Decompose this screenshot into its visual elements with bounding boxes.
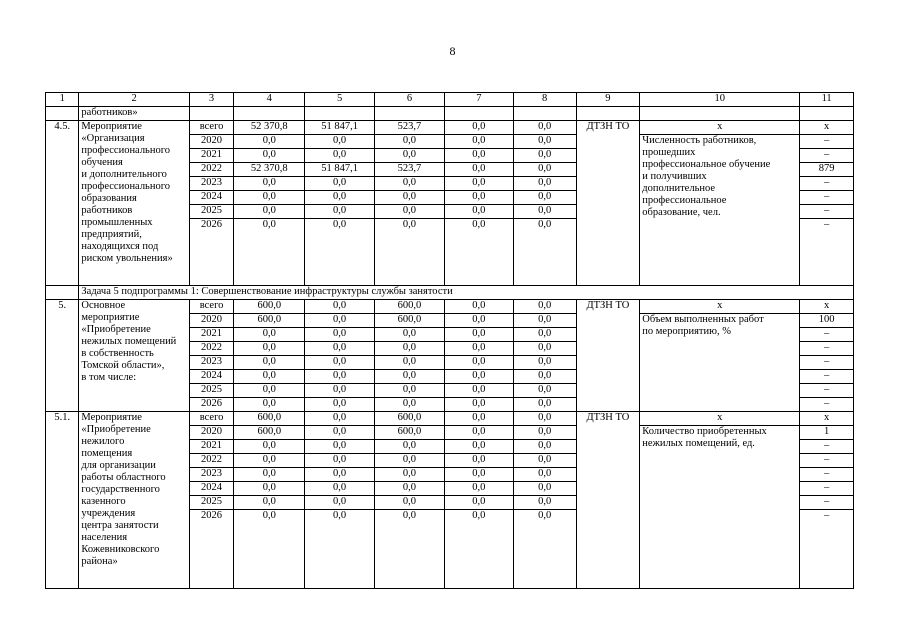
value-cell: 0,0 — [234, 149, 305, 163]
indicator-value: – — [800, 149, 854, 163]
indicator-value: 879 — [800, 163, 854, 177]
section-4-5-title-line: предприятий, — [81, 229, 142, 240]
value-cell: 0,0 — [305, 412, 375, 426]
page-number: 8 — [449, 44, 456, 58]
section-5-title — [79, 300, 189, 412]
year-cell: 2021 — [189, 328, 234, 342]
header-row — [46, 93, 854, 107]
value-cell: 0,0 — [305, 370, 375, 384]
value-cell: 0,0 — [513, 135, 576, 149]
indicator-value: – — [800, 384, 854, 398]
year-cell: 2024 — [189, 191, 234, 205]
year-cell: 2020 — [189, 426, 234, 440]
value-cell: 52 370,8 — [234, 163, 305, 177]
value-cell: 0,0 — [444, 454, 513, 468]
value-cell: 0,0 — [305, 149, 375, 163]
section-4-5-indicator-line: и получивших — [642, 171, 707, 182]
indicator-value: х — [800, 121, 854, 135]
section-4-5-title-line: профессионального — [81, 145, 171, 156]
value-cell: 0,0 — [234, 177, 305, 191]
continuation-row — [46, 107, 854, 121]
value-cell: 0,0 — [513, 191, 576, 205]
section-5-title-line: «Приобретение — [81, 324, 151, 335]
value-cell: 0,0 — [444, 205, 513, 219]
value-cell: 0,0 — [375, 135, 445, 149]
header-cell: 5 — [305, 93, 375, 107]
value-cell: 0,0 — [513, 205, 576, 219]
table-row — [46, 412, 854, 426]
section-4-5-title — [79, 121, 189, 286]
value-cell: 0,0 — [375, 191, 445, 205]
year-cell: 2024 — [189, 370, 234, 384]
year-cell: 2020 — [189, 314, 234, 328]
value-cell: 0,0 — [513, 356, 576, 370]
indicator-value: – — [800, 177, 854, 191]
value-cell: 0,0 — [375, 177, 445, 191]
value-cell: 0,0 — [444, 384, 513, 398]
indicator-value: – — [800, 482, 854, 496]
year-cell: 2026 — [189, 510, 234, 589]
section-4-5-title-line: обучения — [81, 157, 123, 168]
value-cell: 600,0 — [375, 314, 445, 328]
value-cell: 0,0 — [444, 468, 513, 482]
indicator-value: – — [800, 496, 854, 510]
value-cell: 0,0 — [513, 398, 576, 412]
value-cell: 0,0 — [234, 342, 305, 356]
value-cell: 0,0 — [234, 219, 305, 286]
value-cell: 0,0 — [234, 370, 305, 384]
value-cell: 0,0 — [375, 342, 445, 356]
indicator-value: 100 — [800, 314, 854, 328]
value-cell: 0,0 — [444, 177, 513, 191]
section-4-5-indicator-line: прошедших — [642, 147, 696, 158]
year-cell: всего — [189, 412, 234, 426]
section-5-title-line: нежилых помещений — [81, 336, 177, 347]
value-cell: 600,0 — [234, 314, 305, 328]
value-cell: 0,0 — [375, 370, 445, 384]
value-cell: 0,0 — [305, 342, 375, 356]
indicator-value: – — [800, 440, 854, 454]
header-cell: 3 — [189, 93, 234, 107]
value-cell: 0,0 — [375, 219, 445, 286]
year-cell: 2024 — [189, 482, 234, 496]
year-cell: 2025 — [189, 496, 234, 510]
value-cell: 0,0 — [234, 384, 305, 398]
value-cell: 0,0 — [305, 384, 375, 398]
section-5-indicator-line: по мероприятию, % — [642, 326, 731, 337]
value-cell: 0,0 — [513, 177, 576, 191]
section-5-number: 5. — [46, 300, 79, 412]
year-cell: 2023 — [189, 468, 234, 482]
section-5-1-title-line: «Приобретение — [81, 424, 151, 435]
value-cell: 0,0 — [375, 482, 445, 496]
task-empty — [46, 286, 79, 300]
year-cell: всего — [189, 300, 234, 314]
value-cell: 0,0 — [375, 454, 445, 468]
section-4-5-title-line: риском увольнения» — [81, 253, 173, 264]
section-4-5-executor: ДТЗН ТО — [576, 121, 640, 286]
value-cell: 0,0 — [444, 398, 513, 412]
section-5-1-indicator-line: Количество приобретенных — [642, 426, 767, 437]
year-cell: 2023 — [189, 356, 234, 370]
value-cell: 0,0 — [234, 191, 305, 205]
section-5-1-title-line: учреждения — [81, 508, 136, 519]
value-cell: 0,0 — [375, 356, 445, 370]
section-4-5-number: 4.5. — [46, 121, 79, 286]
value-cell: 0,0 — [513, 342, 576, 356]
value-cell: 0,0 — [234, 454, 305, 468]
value-cell: 0,0 — [444, 356, 513, 370]
value-cell: 0,0 — [305, 205, 375, 219]
value-cell: 523,7 — [375, 121, 445, 135]
value-cell: 0,0 — [444, 135, 513, 149]
indicator-value: х — [800, 300, 854, 314]
indicator-value: – — [800, 356, 854, 370]
section-5-1-title-line: государственного — [81, 484, 160, 495]
year-cell: 2025 — [189, 384, 234, 398]
value-cell: 0,0 — [234, 482, 305, 496]
value-cell: 600,0 — [234, 300, 305, 314]
section-5-1-indicator — [640, 426, 800, 589]
section-4-5-title-line: работников — [81, 205, 133, 216]
value-cell: 0,0 — [513, 328, 576, 342]
value-cell: 600,0 — [234, 412, 305, 426]
section-5-1-title-line: работы областного — [81, 472, 166, 483]
value-cell: 523,7 — [375, 163, 445, 177]
indicator-value: – — [800, 342, 854, 356]
section-5-title-line: Томской области», — [81, 360, 165, 371]
year-cell: 2025 — [189, 205, 234, 219]
value-cell: 0,0 — [513, 468, 576, 482]
indicator-x: х — [640, 121, 800, 135]
value-cell: 0,0 — [305, 219, 375, 286]
value-cell: 0,0 — [513, 163, 576, 177]
section-5-title-line: Основное — [81, 300, 126, 311]
value-cell: 51 847,1 — [305, 121, 375, 135]
header-cell: 2 — [79, 93, 189, 107]
indicator-value: – — [800, 219, 854, 286]
value-cell: 0,0 — [375, 496, 445, 510]
value-cell: 0,0 — [305, 426, 375, 440]
value-cell: 0,0 — [444, 370, 513, 384]
section-5-title-line: мероприятие — [81, 312, 140, 323]
value-cell: 0,0 — [305, 300, 375, 314]
section-5-executor: ДТЗН ТО — [576, 300, 640, 412]
value-cell: 52 370,8 — [234, 121, 305, 135]
value-cell: 0,0 — [513, 440, 576, 454]
value-cell: 0,0 — [234, 496, 305, 510]
value-cell: 0,0 — [305, 398, 375, 412]
indicator-value: – — [800, 370, 854, 384]
header-cell: 1 — [46, 93, 79, 107]
value-cell: 0,0 — [444, 121, 513, 135]
year-cell: 2026 — [189, 398, 234, 412]
value-cell: 0,0 — [375, 468, 445, 482]
section-4-5-title-line: находящихся под — [81, 241, 159, 252]
value-cell: 600,0 — [375, 412, 445, 426]
indicator-value: – — [800, 328, 854, 342]
section-5-1-title-line: для организации — [81, 460, 156, 471]
indicator-x: х — [640, 412, 800, 426]
section-4-5-title-line: и дополнительного — [81, 169, 167, 180]
section-5-1-title — [79, 412, 189, 589]
value-cell: 0,0 — [234, 135, 305, 149]
value-cell: 0,0 — [305, 454, 375, 468]
value-cell: 0,0 — [305, 135, 375, 149]
value-cell: 0,0 — [234, 205, 305, 219]
section-5-1-title-line: казенного — [81, 496, 126, 507]
value-cell: 0,0 — [305, 191, 375, 205]
indicator-value: х — [800, 412, 854, 426]
task-row — [46, 286, 854, 300]
value-cell: 600,0 — [375, 300, 445, 314]
year-cell: 2022 — [189, 163, 234, 177]
year-cell: 2022 — [189, 454, 234, 468]
value-cell: 0,0 — [234, 356, 305, 370]
indicator-value: – — [800, 191, 854, 205]
value-cell: 0,0 — [234, 440, 305, 454]
value-cell: 0,0 — [305, 356, 375, 370]
value-cell: 0,0 — [444, 163, 513, 177]
section-5-1-title-line: нежилого — [81, 436, 125, 447]
section-5-1-number: 5.1. — [46, 412, 79, 589]
value-cell: 0,0 — [305, 314, 375, 328]
value-cell: 0,0 — [444, 300, 513, 314]
value-cell: 0,0 — [444, 440, 513, 454]
header-cell: 10 — [640, 93, 800, 107]
program-table — [45, 92, 854, 589]
value-cell: 51 847,1 — [305, 163, 375, 177]
section-4-5-indicator-line: образование, чел. — [642, 207, 721, 218]
section-5-1-title-line: помещения — [81, 448, 133, 459]
value-cell: 0,0 — [513, 482, 576, 496]
indicator-x: х — [640, 300, 800, 314]
section-5-indicator — [640, 314, 800, 412]
value-cell: 0,0 — [444, 219, 513, 286]
value-cell: 0,0 — [305, 440, 375, 454]
value-cell: 0,0 — [513, 496, 576, 510]
indicator-value: 1 — [800, 426, 854, 440]
section-4-5-indicator-line: профессиональное — [642, 195, 727, 206]
section-5-1-title-line: Кожевниковского — [81, 544, 160, 555]
section-4-5-indicator — [640, 135, 800, 286]
indicator-value: – — [800, 205, 854, 219]
table-row — [46, 121, 854, 135]
year-cell: 2021 — [189, 149, 234, 163]
value-cell: 0,0 — [444, 412, 513, 426]
value-cell: 0,0 — [513, 454, 576, 468]
header-cell: 9 — [576, 93, 640, 107]
value-cell: 0,0 — [375, 440, 445, 454]
value-cell: 0,0 — [513, 300, 576, 314]
section-5-indicator-line: Объем выполненных работ — [642, 314, 764, 325]
section-5-1-title-line: района» — [81, 556, 118, 567]
section-5-title-line: в собственность — [81, 348, 154, 359]
year-cell: 2026 — [189, 219, 234, 286]
value-cell: 0,0 — [305, 510, 375, 589]
value-cell: 0,0 — [444, 314, 513, 328]
value-cell: 0,0 — [513, 426, 576, 440]
year-cell: 2020 — [189, 135, 234, 149]
value-cell: 0,0 — [234, 328, 305, 342]
indicator-value: – — [800, 510, 854, 589]
value-cell: 0,0 — [444, 328, 513, 342]
year-cell: 2023 — [189, 177, 234, 191]
indicator-value: – — [800, 398, 854, 412]
value-cell: 0,0 — [513, 370, 576, 384]
value-cell: 0,0 — [375, 149, 445, 163]
value-cell: 0,0 — [444, 149, 513, 163]
value-cell: 0,0 — [305, 482, 375, 496]
year-cell: всего — [189, 121, 234, 135]
section-4-5-title-line: «Организация — [81, 133, 145, 144]
value-cell: 0,0 — [444, 482, 513, 496]
value-cell: 0,0 — [234, 468, 305, 482]
value-cell: 0,0 — [375, 398, 445, 412]
year-cell: 2022 — [189, 342, 234, 356]
section-5-1-indicator-line: нежилых помещений, ед. — [642, 438, 755, 449]
value-cell: 0,0 — [513, 510, 576, 589]
indicator-value: – — [800, 454, 854, 468]
header-cell: 4 — [234, 93, 305, 107]
continuation-name: работников» — [79, 107, 189, 121]
table-row — [46, 300, 854, 314]
section-5-1-title-line: населения — [81, 532, 128, 543]
value-cell: 0,0 — [234, 510, 305, 589]
indicator-value: – — [800, 135, 854, 149]
section-4-5-title-line: промышленных — [81, 217, 153, 228]
header-cell: 8 — [513, 93, 576, 107]
value-cell: 0,0 — [305, 177, 375, 191]
section-5-title-line: в том числе: — [81, 372, 137, 383]
value-cell: 0,0 — [513, 384, 576, 398]
section-5-1-title-line: центра занятости — [81, 520, 159, 531]
section-4-5-title-line: образования — [81, 193, 137, 204]
value-cell: 600,0 — [375, 426, 445, 440]
value-cell: 0,0 — [444, 191, 513, 205]
value-cell: 600,0 — [234, 426, 305, 440]
value-cell: 0,0 — [305, 328, 375, 342]
section-4-5-title-line: профессионального — [81, 181, 171, 192]
value-cell: 0,0 — [444, 342, 513, 356]
section-4-5-indicator-line: Численность работников, — [642, 135, 757, 146]
indicator-value: – — [800, 468, 854, 482]
value-cell: 0,0 — [375, 328, 445, 342]
year-cell: 2021 — [189, 440, 234, 454]
value-cell: 0,0 — [375, 384, 445, 398]
value-cell: 0,0 — [375, 205, 445, 219]
value-cell: 0,0 — [444, 496, 513, 510]
section-4-5-indicator-line: дополнительное — [642, 183, 716, 194]
value-cell: 0,0 — [513, 121, 576, 135]
value-cell: 0,0 — [375, 510, 445, 589]
value-cell: 0,0 — [513, 219, 576, 286]
section-5-1-executor: ДТЗН ТО — [576, 412, 640, 589]
section-5-1-title-line: Мероприятие — [81, 412, 142, 423]
value-cell: 0,0 — [305, 496, 375, 510]
value-cell: 0,0 — [513, 314, 576, 328]
task-title: Задача 5 подпрограммы 1: Совершенствование инфраструктуры службы занятости — [79, 286, 854, 300]
value-cell: 0,0 — [513, 149, 576, 163]
header-cell: 7 — [444, 93, 513, 107]
header-cell: 6 — [375, 93, 445, 107]
section-4-5-indicator-line: профессиональное обучение — [642, 159, 771, 170]
value-cell: 0,0 — [444, 426, 513, 440]
header-cell: 11 — [800, 93, 854, 107]
value-cell: 0,0 — [234, 398, 305, 412]
value-cell: 0,0 — [305, 468, 375, 482]
section-4-5-title-line: Мероприятие — [81, 121, 142, 132]
value-cell: 0,0 — [444, 510, 513, 589]
value-cell: 0,0 — [513, 412, 576, 426]
